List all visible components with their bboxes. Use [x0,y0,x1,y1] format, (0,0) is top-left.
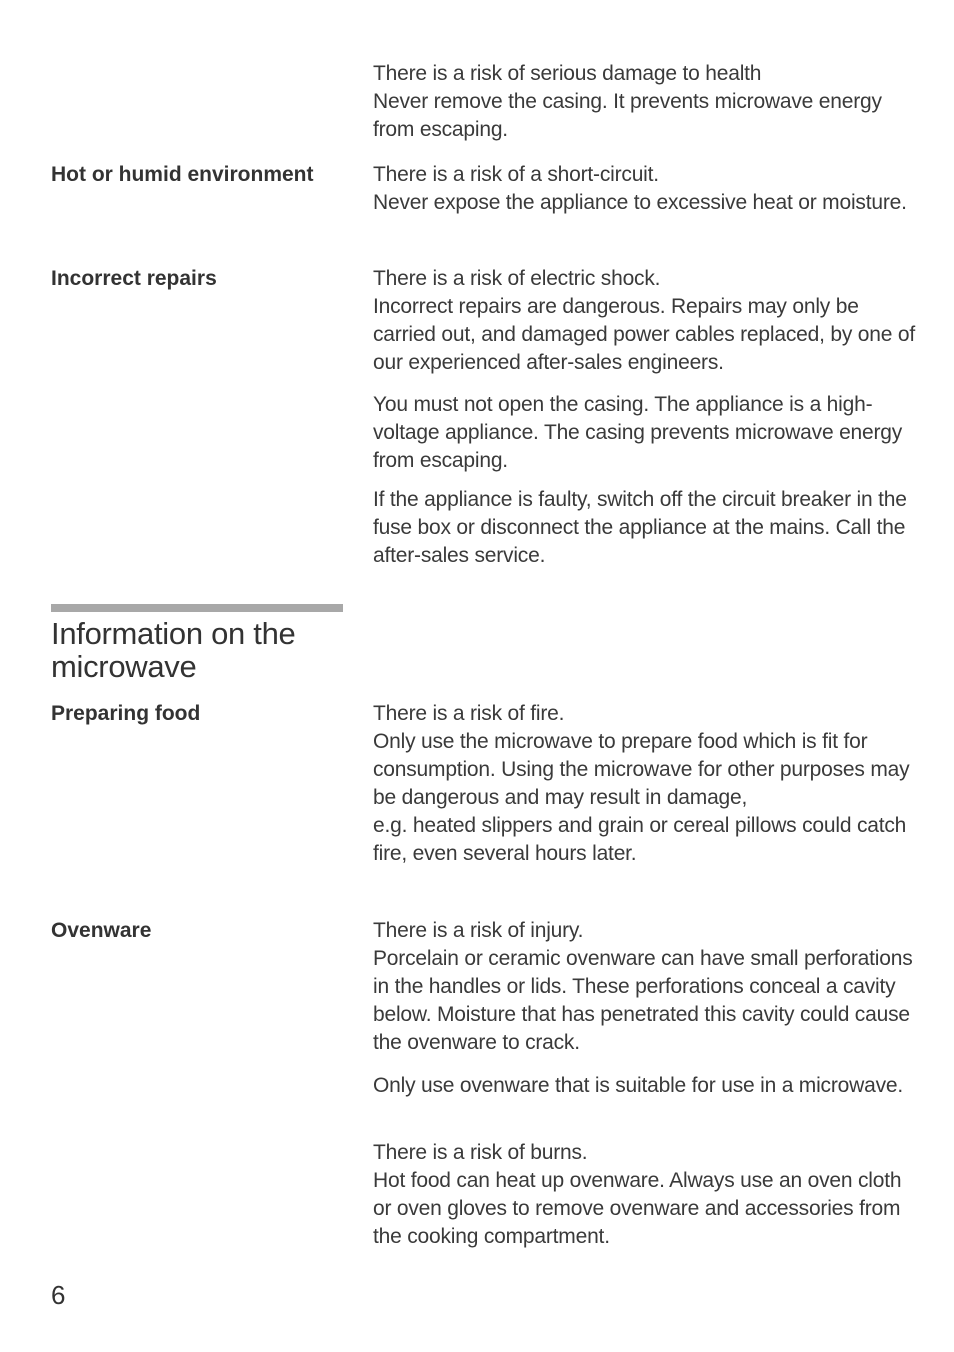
casing-warning-text [373,60,918,144]
ovenware-text-2 [373,1072,918,1100]
ovenware-paragraph-3: There is a risk of burns. Hot food can heat up ovenware. Always use an oven cloth or oven gloves to remove ovenware and accessories from the cooking compartment. [373,1141,902,1248]
hot-humid-text [373,161,918,217]
ovenware-label: Ovenware [51,919,152,942]
incorrect-repairs-text-2 [373,391,918,475]
ovenware-paragraph-2: Only use ovenware that is suitable for use in a microwave. [373,1074,903,1097]
preparing-food-text [373,700,918,868]
incorrect-repairs-paragraph-3: If the appliance is faulty, switch off the circuit breaker in the fuse box or disconnect the appliance at the mains. Call the after-sales service. [373,488,907,567]
casing-warning-paragraph: There is a risk of serious damage to health Never remove the casing. It prevents microwave energy from escaping. [373,62,882,141]
incorrect-repairs-text [373,265,918,377]
preparing-food-paragraph: There is a risk of fire. Only use the microwave to prepare food which is fit for consumption. Using the microwave for other purposes may be dangerous and may result in damage, e.g. heated slippers and grain or cereal pillows could catch fire, even several hours later. [373,702,910,865]
section-title: Information on the microwave [51,616,296,684]
page-number: 6 [51,1280,66,1310]
incorrect-repairs-text-3 [373,486,918,570]
ovenware-paragraph-1: There is a risk of injury. Porcelain or ceramic ovenware can have small perforations in the handles or lids. These perforations conceal a cavity below. Moisture that has penetrated this cavity could cause the ovenware to crack. [373,919,913,1054]
ovenware-text-3 [373,1139,918,1251]
incorrect-repairs-label: Incorrect repairs [51,267,217,290]
hot-humid-paragraph: There is a risk of a short-circuit. Never expose the appliance to excessive heat or moisture. [373,163,907,214]
preparing-food-label: Preparing food [51,702,201,725]
hot-humid-label: Hot or humid environment [51,163,314,186]
ovenware-text [373,917,918,1057]
incorrect-repairs-paragraph-2: You must not open the casing. The appliance is a high-voltage appliance. The casing prevents microwave energy from escaping. [373,393,903,472]
section-rule [51,604,343,612]
incorrect-repairs-paragraph-1: There is a risk of electric shock. Incorrect repairs are dangerous. Repairs may only be carried out, and damaged power cables replaced, by one of our experienced after-sales engineers. [373,267,915,374]
